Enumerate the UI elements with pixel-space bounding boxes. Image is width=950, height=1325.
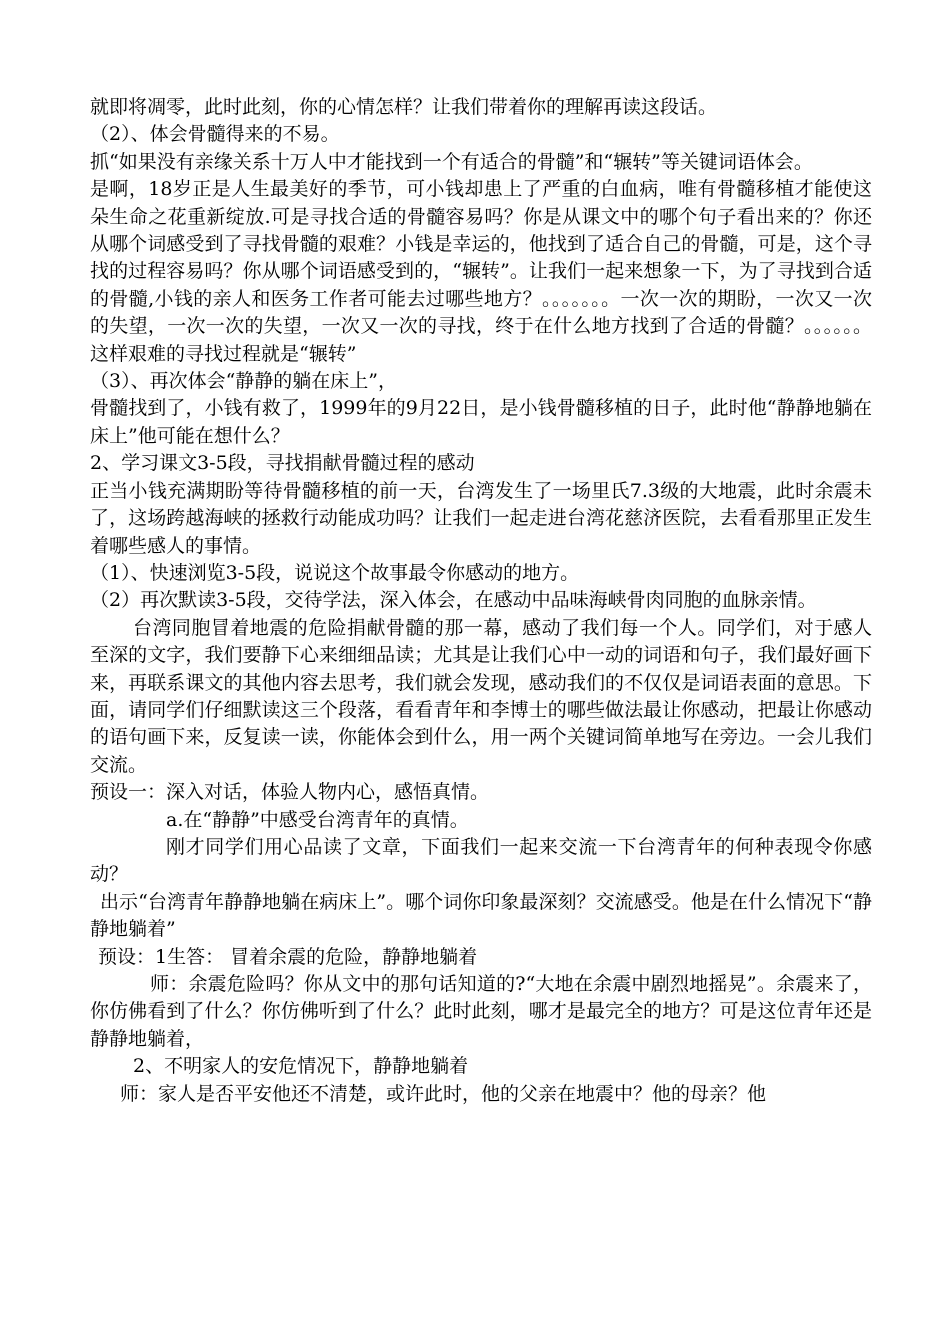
paragraph: 就即将凋零，此时此刻，你的心情怎样？让我们带着你的理解再读这段话。 (90, 96, 718, 118)
section-heading: 2、学习课文3-5段，寻找捐献骨髓过程的感动 (90, 452, 475, 475)
paragraph: 骨髓找到了，小钱有救了，1999年的9月22日，是小钱骨髓移植的日子，此时他“静静地躺在床上”他可能在想什么？ (90, 397, 872, 447)
paragraph: 刚才同学们用心品读了文章，下面我们一起来交流一下台湾青年的何种表现令你感动？ (90, 835, 872, 886)
paragraph: 出示“台湾青年静静地躺在病床上”。哪个词你印象最深刻？交流感受。他是在什么情况下“静静地躺着” (90, 890, 872, 941)
section-heading: （2）、体会骨髓得来的不易。 (90, 123, 340, 146)
paragraph: （2）再次默读3-5段，交待学法，深入体会，在感动中品味海峡骨肉同胞的血脉亲情。 (90, 589, 817, 612)
paragraph: 预设：1生答： 冒着余震的危险，静静地躺着 (98, 945, 478, 968)
paragraph: 2、不明家人的安危情况下，静静地躺着 (133, 1055, 469, 1078)
paragraph: 预设一：深入对话，体验人物内心，感悟真情。 (90, 781, 490, 804)
paragraph: 抓“如果没有亲缘关系十万人中才能找到一个有适合的骨髓”和“辗转”等关键词语体会。 (90, 150, 813, 173)
document-page (90, 94, 872, 1108)
section-heading: （3）、再次体会“静静的躺在床上”， (90, 370, 398, 393)
paragraph: 台湾同胞冒着地震的危险捐献骨髓的那一幕，感动了我们每一个人。同学们，对于感人至深的文字，我们要静下心来细细品读；尤其是让我们心中一动的词语和句子，我们最好画下来，再联系课文的其他内容去思考，我们就会发现，感动我们的不仅仅是词语表面的意思。下面，请同学们仔细默读这三个段落，看看青年和李博士的哪些做法最让你感动，把最让你感动的语句画下来，反复读一读，你能体会到什么，用一两个关键词简单地写在旁边。一会儿我们交流。 (90, 616, 872, 776)
paragraph: a.在“静静”中感受台湾青年的真情。 (166, 808, 469, 831)
paragraph: 是啊，18岁正是人生最美好的季节，可小钱却患上了严重的白血病，唯有骨髓移植才能使这朵生命之花重新绽放.可是寻找合适的骨髓容易吗？你是从课文中的哪个句子看出来的？你还从哪个词感受到了寻找骨髓的艰难？小钱是幸运的，他找到了适合自己的骨髓，可是，这个寻找的过程容易吗？你从哪个词语感受到的，“辗转”。让我们一起来想象一下，为了寻找到合适的骨髓,小钱的亲人和医务工作者可能去过哪些地方？。。。。。。。一次一次的期盼，一次又一次的失望，一次一次的失望，一次又一次的寻找，终于在什么地方找到了合适的骨髓？。。。。。。这样艰难的寻找过程就是“辗转” (90, 178, 872, 365)
paragraph: （1）、快速浏览3-5段，说说这个故事最令你感动的地方。 (90, 561, 580, 584)
paragraph: 师：家人是否平安他还不清楚，或许此时，他的父亲在地震中？他的母亲？他 (120, 1082, 767, 1105)
paragraph: 正当小钱充满期盼等待骨髓移植的前一天，台湾发生了一场里氏7.3级的大地震，此时余震未了，这场跨越海峡的拯救行动能成功吗？让我们一起走进台湾花慈济医院，去看看那里正发生着哪些感人的事情。 (90, 479, 872, 557)
paragraph: 师：余震危险吗？你从文中的那句话知道的?“大地在余震中剧烈地摇晃”。余震来了，你仿佛看到了什么？你仿佛听到了什么？此时此刻，哪才是最完全的地方？可是这位青年还是静静地躺着， (90, 973, 872, 1050)
